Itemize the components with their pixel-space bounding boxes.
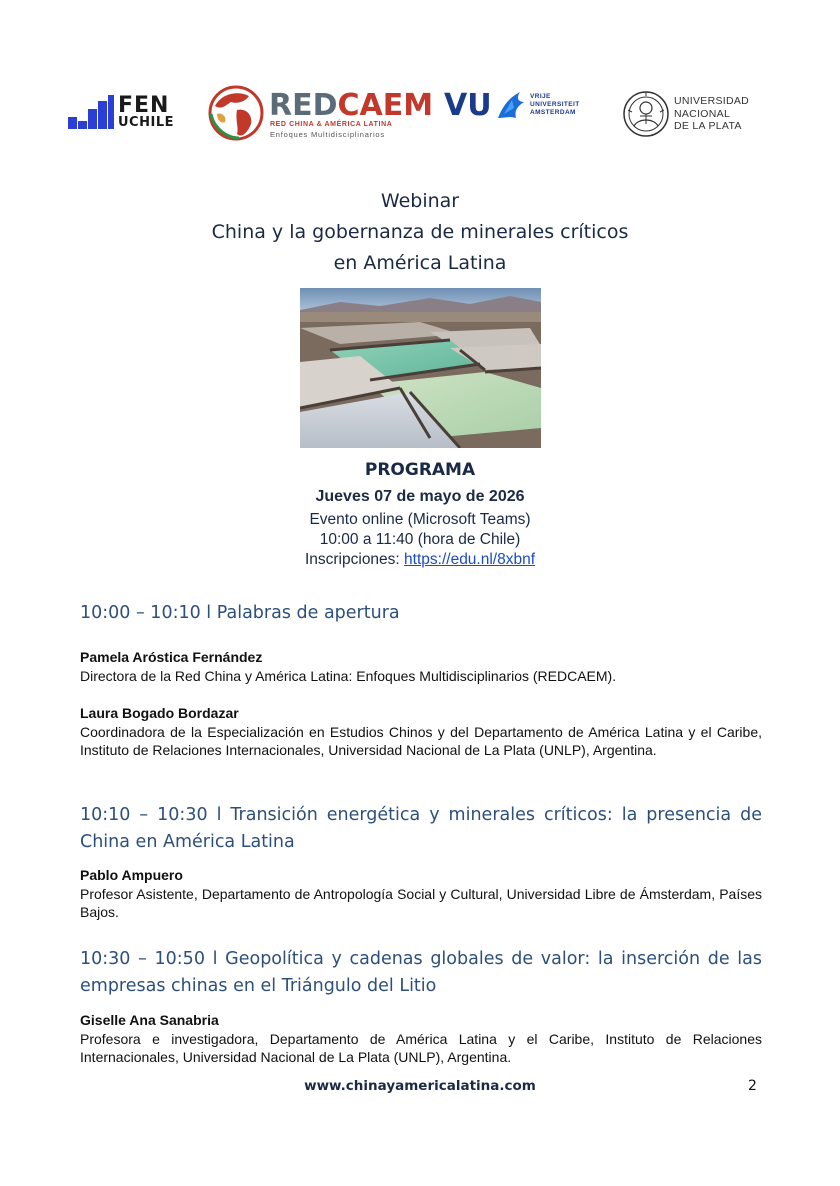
program-registration [0, 551, 840, 569]
salt-flats-photo [300, 288, 541, 448]
footer-website: www.chinayamericalatina.com [304, 1078, 536, 1094]
registration-label: Inscripciones: [304, 551, 405, 568]
redcaem-subtitle: RED CHINA & AMÉRICA LATINA [270, 121, 393, 128]
redcaem-caem-part: CAEM [337, 88, 434, 123]
session-1-speaker-1-role: Directora de la Red China y América Latina: Enfoques Multidisciplinarios (REDCAEM). [80, 668, 617, 684]
vu-wordmark: VU [444, 88, 492, 123]
redcaem-logo [207, 84, 434, 142]
griffin-icon [494, 88, 528, 126]
vu-sub-line-2: UNIVERSITEIT [530, 101, 580, 108]
session-2-speaker-1-name: Pablo Ampuero [80, 867, 183, 883]
vu-subtitle [530, 93, 580, 117]
session-2-title: 10:10 – 10:30 l Transición energética y minerales críticos: la presencia de China en América Latina [80, 805, 762, 852]
lithium-evaporation-ponds-image [300, 288, 541, 448]
vu-sub-line-1: VRIJE [530, 93, 551, 100]
session-1-title: 10:00 – 10:10 l Palabras de apertura [80, 603, 400, 623]
program-mode: Evento online (Microsoft Teams) [309, 511, 531, 528]
redcaem-red-part: RED [269, 88, 338, 123]
redcaem-wordmark [269, 88, 433, 123]
fen-bars-icon [68, 95, 116, 131]
session-2-speaker-1-role: Profesor Asistente, Departamento de Antropología Social y Cultural, Universidad Libre de Ámsterdam, Países Bajos. [80, 886, 762, 920]
unlp-name [674, 95, 749, 133]
program-label: PROGRAMA [364, 460, 476, 480]
vu-sub-line-3: AMSTERDAM [530, 109, 576, 116]
page-number: 2 [748, 1078, 757, 1094]
unlp-line-3: DE LA PLATA [674, 120, 742, 132]
vu-amsterdam-logo [444, 88, 594, 128]
uchile-text: UCHILE [118, 115, 174, 130]
unlp-seal-icon [622, 86, 670, 142]
session-1-speaker-1-name: Pamela Aróstica Fernández [80, 649, 263, 665]
program-date: Jueves 07 de mayo de 2026 [315, 488, 525, 505]
session-3-title: 10:30 – 10:50 l Geopolítica y cadenas globales de valor: la inserción de las empresas chinas en el Triángulo del Litio [80, 949, 762, 996]
session-3-speaker-1-name: Giselle Ana Sanabria [80, 1012, 219, 1028]
webinar-title [0, 186, 840, 279]
webinar-title-line-1: China y la gobernanza de minerales críticos [211, 221, 629, 243]
unlp-line-1: UNIVERSIDAD [674, 95, 750, 107]
program-time: 10:00 a 11:40 (hora de Chile) [319, 531, 521, 548]
session-3-speaker-1-role: Profesora e investigadora, Departamento de América Latina y el Caribe, Instituto de Relaciones Internacionales, Universidad Nacional de La Plata (UNLP), Argentina. [80, 1031, 762, 1065]
webinar-title-line-2: en América Latina [333, 252, 507, 274]
fen-text: FEN [118, 93, 170, 118]
session-1-speaker-2-role: Coordinadora de la Especialización en Estudios Chinos y del Departamento de América Latina y el Caribe, Instituto de Relaciones Internacionales, Universidad Nacional de La Plata (UNLP), Argentina. [80, 724, 762, 758]
session-1-speaker-2-name: Laura Bogado Bordazar [80, 705, 239, 721]
unlp-logo [622, 86, 772, 142]
redcaem-tagline: Enfoques Multidisciplinarios [270, 130, 385, 139]
globe-map-icon [207, 84, 267, 142]
unlp-line-2: NACIONAL [674, 107, 731, 120]
registration-link[interactable]: https://edu.nl/8xbnf [404, 551, 536, 568]
fen-uchile-logo [68, 95, 178, 131]
webinar-label: Webinar [380, 190, 460, 212]
